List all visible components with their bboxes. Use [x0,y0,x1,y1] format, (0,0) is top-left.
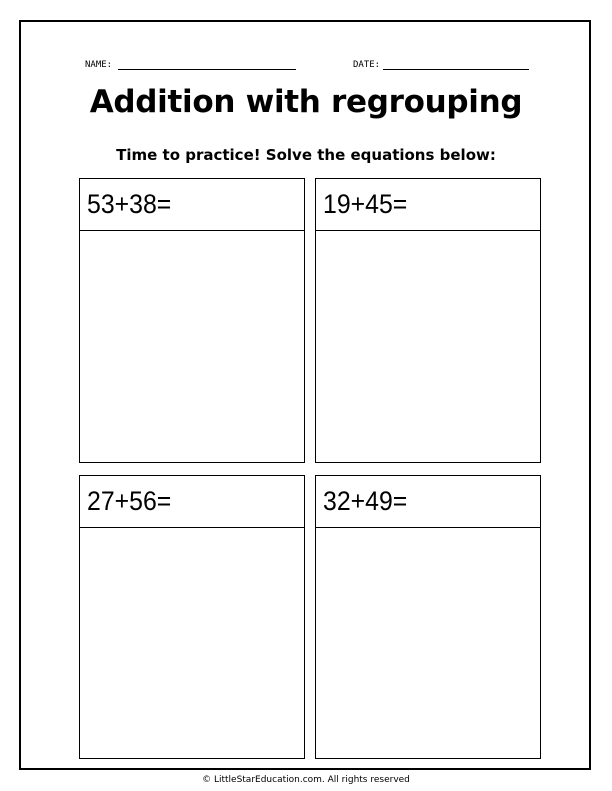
equation-text: 32+49= [323,486,408,516]
problem-box-4[interactable] [315,475,541,759]
equation-text: 53+38= [87,189,172,219]
problem-header [80,476,304,528]
date-field[interactable] [383,69,529,70]
problem-header [316,179,540,231]
instructions-text: Time to practice! Solve the equations below: [116,146,496,164]
date-label: DATE: [353,60,381,70]
worksheet-title: Addition with regrouping [89,84,523,120]
problem-box-2[interactable] [315,178,541,463]
problem-header [316,476,540,528]
problem-box-1[interactable] [79,178,305,463]
copyright-footer: © LittleStarEducation.com. All rights reserved [202,775,410,785]
equation-text: 19+45= [323,189,408,219]
name-label: NAME: [85,60,113,70]
problem-header [80,179,304,231]
problem-box-3[interactable] [79,475,305,759]
equation-text: 27+56= [87,486,172,516]
name-field[interactable] [118,69,296,70]
